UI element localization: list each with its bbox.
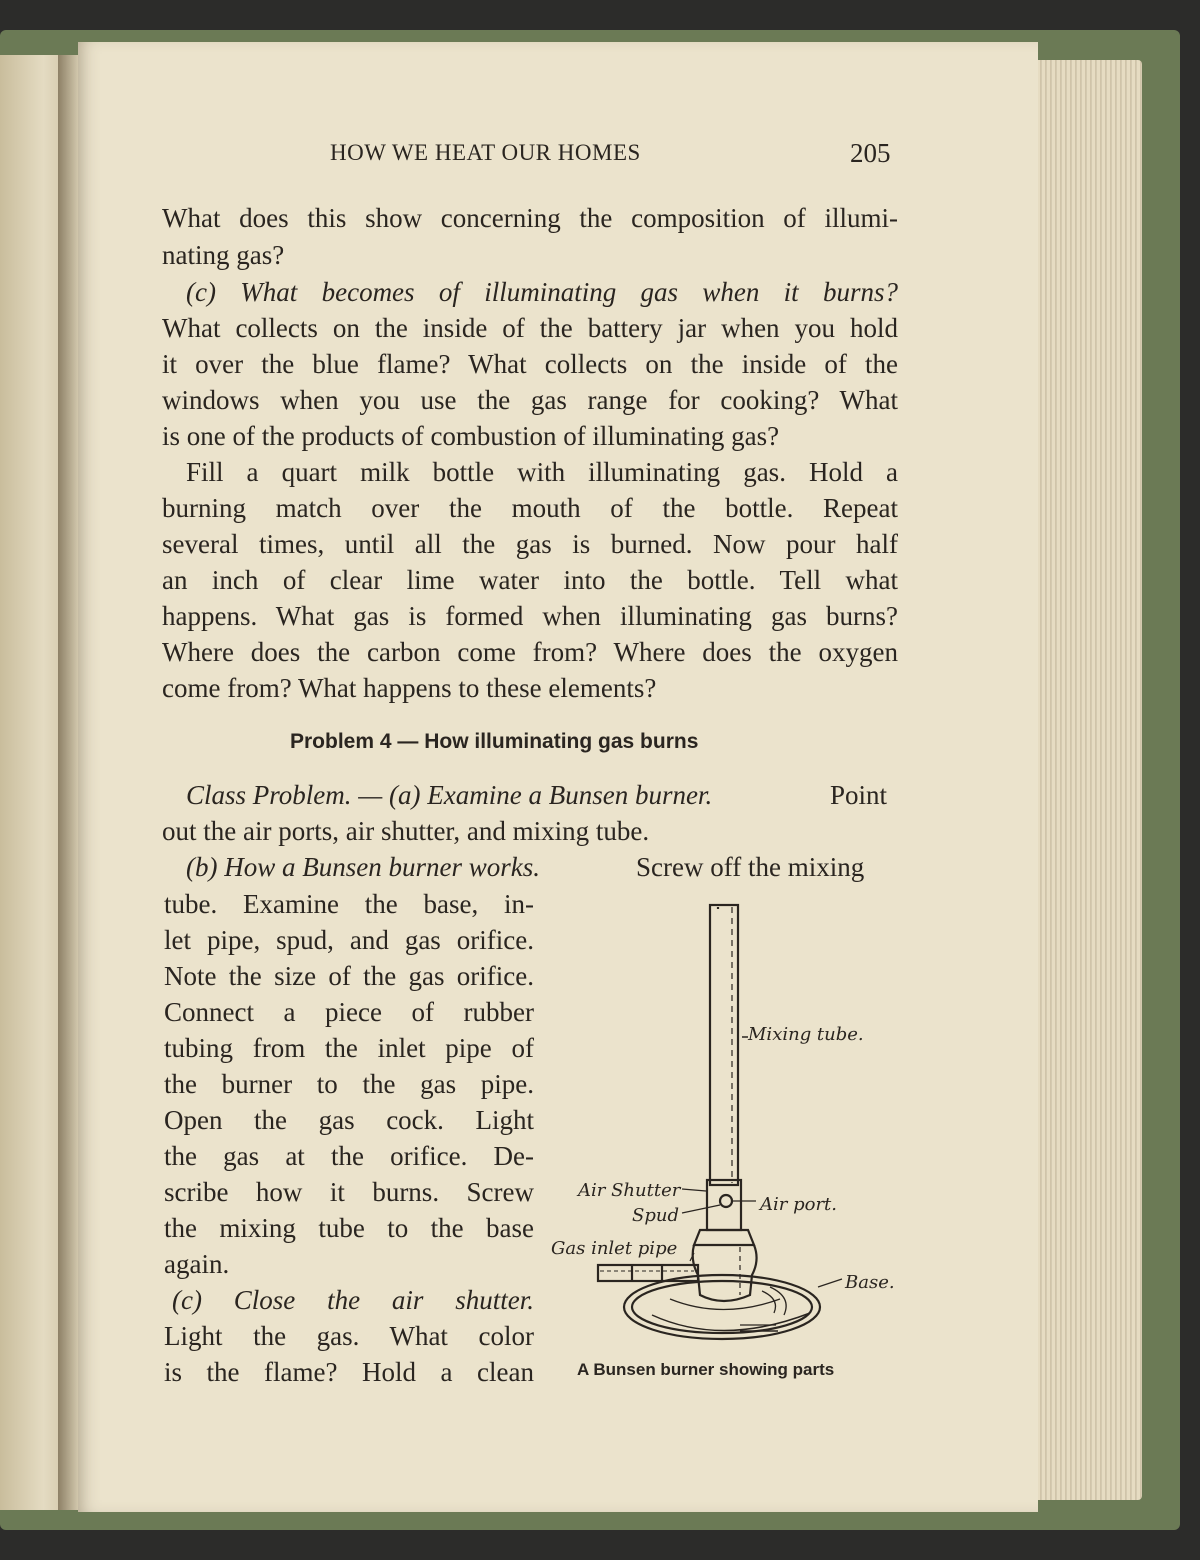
column-line: Note the size of the gas orifice. [164, 961, 534, 991]
body-line: nating gas? [162, 240, 285, 270]
page-number: 205 [850, 138, 891, 168]
body-line-italic: (c) What becomes of illuminating gas when it burns? [186, 277, 898, 307]
class-problem-italic: Class Problem. — (a) Examine a Bunsen burner. [186, 780, 713, 810]
body-line: happens. What gas is formed when illuminating gas burns? [162, 601, 898, 631]
label-spud: Spud [632, 1205, 679, 1226]
body-line: it over the blue flame? What collects on the inside of the [162, 349, 898, 379]
body-line: What collects on the inside of the battery jar when you hold [162, 313, 898, 343]
column-line: the burner to the gas pipe. [164, 1069, 534, 1099]
body-line: Where does the carbon come from? Where does the oxygen [162, 637, 898, 667]
column-line: scribe how it burns. Screw [164, 1177, 534, 1207]
column-line: the gas at the orifice. De- [164, 1141, 534, 1171]
label-air-port: Air port. [760, 1194, 838, 1215]
class-problem-rest: Point [830, 780, 888, 810]
label-mixing-tube: Mixing tube. [748, 1024, 864, 1045]
column-line: again. [164, 1249, 230, 1279]
problem-heading: Problem 4 — How illuminating gas burns [290, 730, 699, 753]
body-line: What does this show concerning the composition of illumi- [162, 203, 898, 233]
column-line: is the flame? Hold a clean [164, 1357, 534, 1387]
body-line: several times, until all the gas is burned. Now pour half [162, 529, 898, 559]
body-line: Fill a quart milk bottle with illuminating gas. Hold a [186, 457, 898, 487]
body-line: come from? What happens to these elements? [162, 673, 657, 703]
body-line: an inch of clear lime water into the bottle. Tell what [162, 565, 898, 595]
column-line: let pipe, spud, and gas orifice. [164, 925, 534, 955]
label-base: Base. [845, 1272, 895, 1293]
label-air-shutter: Air Shutter [578, 1180, 681, 1201]
column-line: Light the gas. What color [164, 1321, 534, 1351]
column-line: tube. Examine the base, in- [164, 889, 534, 919]
mixing-tube-shape [710, 905, 738, 1185]
facing-page-edge [0, 55, 62, 1510]
body-line: is one of the products of combustion of illuminating gas? [162, 421, 780, 451]
b-line-italic: (b) How a Bunsen burner works. [186, 852, 540, 882]
air-shutter-shape [707, 1180, 741, 1230]
body-line: burning match over the mouth of the bottle. Repeat [162, 493, 898, 523]
c-line-italic: (c) Close the air shutter. [172, 1285, 534, 1315]
column-line: the mixing tube to the base [164, 1213, 534, 1243]
column-line: Connect a piece of rubber [164, 997, 534, 1027]
column-line: Open the gas cock. Light [164, 1105, 534, 1135]
b-line-rest: Screw off the mixing [636, 852, 865, 882]
air-port-shape [720, 1195, 732, 1207]
page-edges [1032, 60, 1142, 1500]
body-line: windows when you use the gas range for cooking? What [162, 385, 898, 415]
column-line: tubing from the inlet pipe of [164, 1033, 534, 1063]
class-problem-line2: out the air ports, air shutter, and mixing tube. [162, 816, 650, 846]
book-gutter [58, 55, 80, 1510]
running-header: HOW WE HEAT OUR HOMES [330, 140, 641, 165]
figure-caption: A Bunsen burner showing parts [577, 1360, 835, 1379]
label-gas-inlet-pipe: Gas inlet pipe [551, 1238, 678, 1259]
